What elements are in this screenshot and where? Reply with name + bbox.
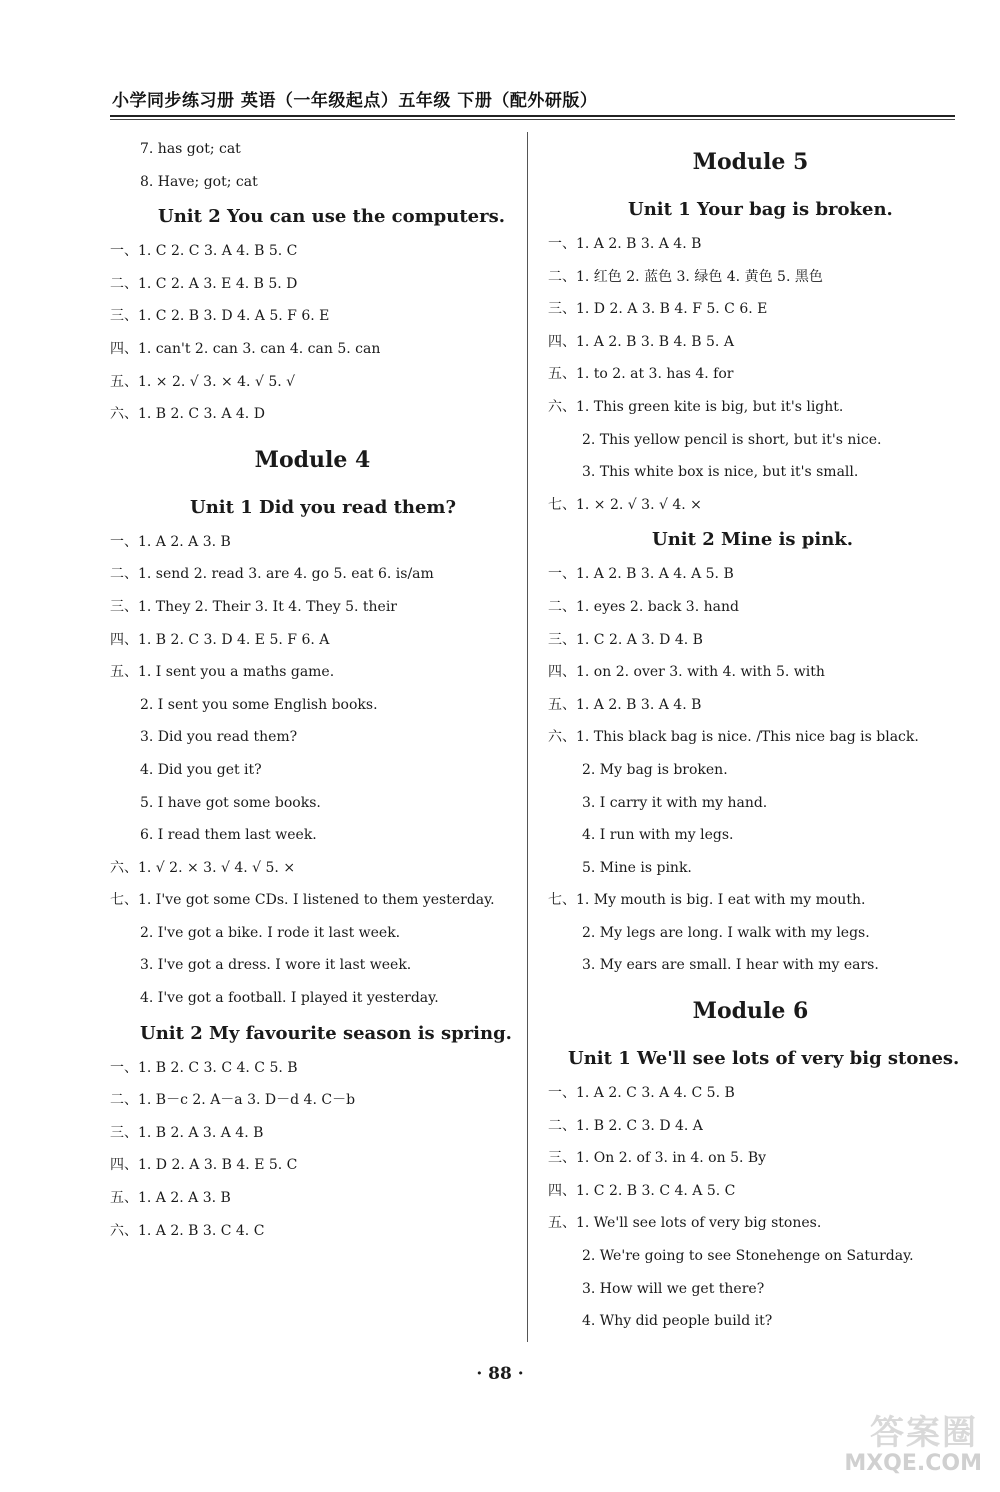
answer-line: 四、1. B 2. C 3. D 4. E 5. F 6. A [110, 631, 330, 648]
answer-line: 五、1. We'll see lots of very big stones. [548, 1215, 822, 1232]
unit-heading: Unit 2 You can use the computers. [158, 206, 506, 228]
answer-line: 3. This white box is nice, but it's small. [582, 464, 859, 481]
answer-line: 2. This yellow pencil is short, but it's nice. [582, 431, 882, 448]
answer-line: 二、1. send 2. read 3. are 4. go 5. eat 6. is/am [110, 566, 434, 583]
watermark-site: MXQE.COM [844, 1451, 982, 1476]
page-header: 小学同步练习册 英语（一年级起点）五年级 下册（配外研版） [112, 91, 598, 111]
unit-heading: Unit 2 My favourite season is spring. [140, 1022, 512, 1044]
answer-line: 六、1. This black bag is nice. /This nice bag is black. [548, 729, 919, 746]
left-column [110, 133, 515, 1247]
answer-line: 2. We're going to see Stonehenge on Saturday. [582, 1248, 914, 1265]
page-number: · 88 · [476, 1364, 524, 1384]
answer-line: 一、1. A 2. C 3. A 4. C 5. B [548, 1085, 735, 1102]
unit-heading: Unit 1 We'll see lots of very big stones. [568, 1048, 960, 1070]
answer-line: 四、1. C 2. B 3. C 4. A 5. C [548, 1182, 736, 1199]
answer-line: 四、1. can't 2. can 3. can 4. can 5. can [110, 340, 381, 357]
unit-heading: Unit 2 Mine is pink. [652, 529, 854, 551]
module-heading: Module 6 [692, 998, 809, 1025]
answer-line: 七、1. × 2. √ 3. √ 4. × [548, 496, 702, 513]
answer-line: 7. has got; cat [140, 141, 241, 157]
answer-line: 4. I've got a football. I played it yesterday. [140, 990, 439, 1007]
right-column [548, 133, 960, 1338]
answer-line: 五、1. to 2. at 3. has 4. for [548, 366, 734, 383]
module-heading: Module 4 [254, 446, 371, 473]
answer-line: 七、1. I've got some CDs. I listened to them yesterday. [110, 892, 495, 909]
header-rule-thin [110, 119, 955, 120]
answer-line: 二、1. B 2. C 3. D 4. A [548, 1117, 703, 1134]
answer-line: 二、1. eyes 2. back 3. hand [548, 598, 739, 615]
answer-line: 四、1. A 2. B 3. B 4. B 5. A [548, 333, 734, 350]
answer-line: 5. I have got some books. [140, 794, 321, 811]
answer-line: 2. I've got a bike. I rode it last week. [140, 924, 401, 941]
answer-line: 五、1. × 2. √ 3. × 4. √ 5. √ [110, 373, 296, 390]
answer-line: 一、1. A 2. A 3. B [110, 533, 231, 550]
answer-line: 4. I run with my legs. [582, 827, 734, 844]
answer-line: 2. My legs are long. I walk with my legs. [582, 924, 870, 941]
watermark-logo: 答案圈 [870, 1413, 978, 1453]
answer-line: 五、1. A 2. B 3. A 4. B [548, 696, 702, 713]
unit-heading: Unit 1 Did you read them? [190, 496, 457, 518]
answer-line: 一、1. B 2. C 3. C 4. C 5. B [110, 1059, 298, 1076]
answer-line: 4. Did you get it? [140, 761, 262, 778]
answer-line: 一、1. A 2. B 3. A 4. A 5. B [548, 566, 734, 583]
answer-line: 三、1. On 2. of 3. in 4. on 5. By [548, 1150, 767, 1167]
header-rule [110, 115, 955, 117]
answer-line: 3. My ears are small. I hear with my ears. [582, 957, 879, 974]
answer-line: 3. How will we get there? [582, 1280, 765, 1297]
answer-line: 2. My bag is broken. [582, 761, 728, 778]
answer-line: 二、1. B－c 2. A－a 3. D－d 4. C－b [110, 1092, 356, 1109]
answer-line: 6. I read them last week. [140, 827, 317, 844]
answer-line: 3. I've got a dress. I wore it last week. [140, 957, 412, 974]
answer-line: 二、1. C 2. A 3. E 4. B 5. D [110, 275, 298, 292]
answer-line: 六、1. This green kite is big, but it's light. [548, 398, 844, 415]
watermark [840, 1405, 988, 1483]
answer-line: 一、1. A 2. B 3. A 4. B [548, 236, 702, 252]
column-divider [527, 132, 528, 1342]
answer-line: 三、1. D 2. A 3. B 4. F 5. C 6. E [548, 301, 768, 318]
answer-line: 五、1. A 2. A 3. B [110, 1190, 231, 1207]
answer-line: 8. Have; got; cat [140, 173, 258, 190]
answer-line: 七、1. My mouth is big. I eat with my mouth. [548, 892, 866, 909]
answer-line: 5. Mine is pink. [582, 859, 692, 876]
answer-line: 二、1. 红色 2. 蓝色 3. 绿色 4. 黄色 5. 黑色 [548, 268, 823, 285]
answer-line: 六、1. A 2. B 3. C 4. C [110, 1222, 265, 1239]
answer-line: 3. Did you read them? [140, 729, 298, 746]
answer-line: 三、1. B 2. A 3. A 4. B [110, 1124, 264, 1141]
answer-line: 五、1. I sent you a maths game. [110, 664, 335, 681]
answer-line: 六、1. B 2. C 3. A 4. D [110, 406, 265, 423]
answer-line: 四、1. on 2. over 3. with 4. with 5. with [548, 664, 825, 681]
answer-line: 4. Why did people build it? [582, 1313, 773, 1330]
answer-line: 四、1. D 2. A 3. B 4. E 5. C [110, 1157, 298, 1174]
answer-line: 一、1. C 2. C 3. A 4. B 5. C [110, 243, 298, 260]
answer-line: 2. I sent you some English books. [140, 696, 378, 713]
answer-line: 六、1. √ 2. × 3. √ 4. √ 5. × [110, 859, 296, 876]
module-heading: Module 5 [692, 149, 809, 175]
answer-line: 三、1. C 2. B 3. D 4. A 5. F 6. E [110, 308, 330, 325]
answer-line: 三、1. They 2. Their 3. It 4. They 5. their [110, 598, 397, 615]
unit-heading: Unit 1 Your bag is broken. [628, 199, 893, 220]
answer-line: 3. I carry it with my hand. [582, 794, 768, 811]
answer-line: 三、1. C 2. A 3. D 4. B [548, 631, 703, 648]
